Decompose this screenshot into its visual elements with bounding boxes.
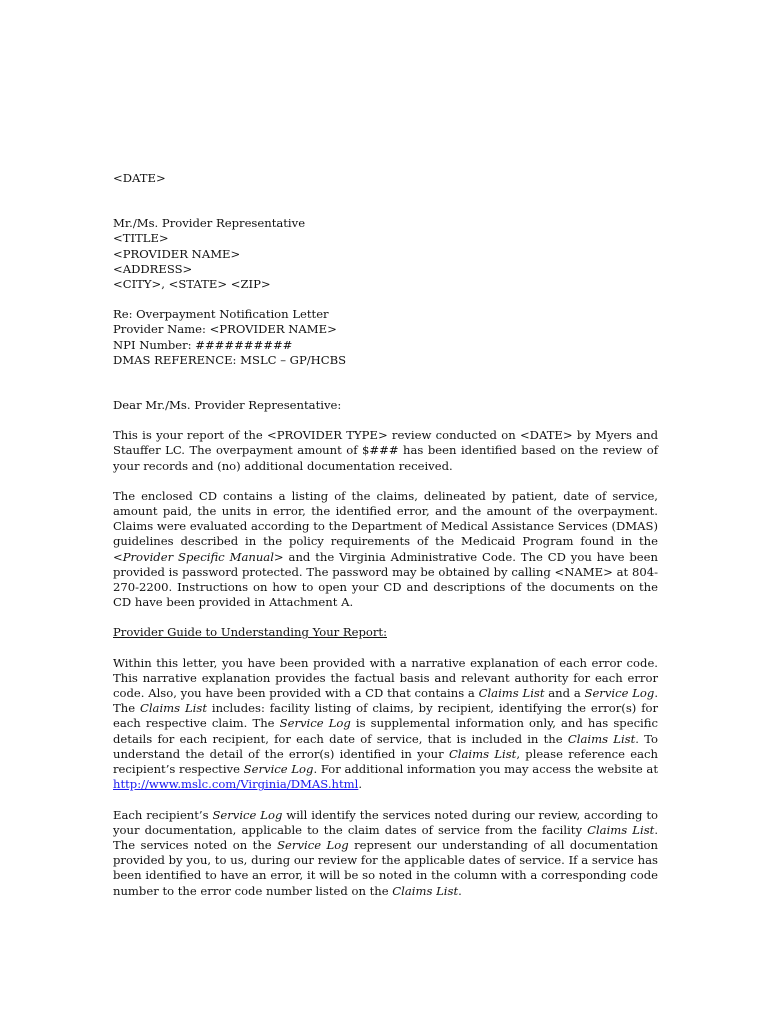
letter-date: <DATE> [113, 171, 166, 185]
addressee-block [113, 216, 658, 292]
spacer [113, 413, 658, 428]
salutation: Dear Mr./Ms. Provider Representative: [113, 398, 342, 413]
provider-manual-italic: Provider Specific Manual [122, 549, 274, 564]
text-run: . [358, 777, 363, 792]
service-log-italic: Service Log [279, 716, 351, 731]
npi-line: NPI Number: ########## [113, 337, 293, 352]
service-log-italic: Service Log [212, 807, 283, 822]
spacer [113, 186, 658, 216]
spacer [113, 474, 658, 489]
mslc-website-link[interactable]: http://www.mslc.com/Virginia/DMAS.html [113, 777, 359, 792]
spacer [113, 793, 658, 808]
text-run: Within this letter, you have been provided with a narrative explanation of each error code. This narrative explanation provides the factual basis and relevant authority for each error code. Also, you have been provided with a CD that contains a [113, 655, 658, 701]
paragraph-report-summary: This is your report of the <PROVIDER TYPE> review conducted on <DATE> by Myers and Stauffer LC. The overpayment amount of $### has been identified based on the review of your records and (no) additional documentation received. [113, 428, 658, 473]
service-log-italic: Service Log [243, 762, 314, 777]
reference-block [113, 307, 658, 368]
claims-list-italic: Claims List [567, 731, 636, 746]
paragraph-cd-contents [113, 489, 658, 611]
spacer [113, 641, 658, 656]
text-run: . The [113, 686, 659, 716]
claims-list-italic: Claims List [587, 822, 655, 837]
section-heading: Provider Guide to Understanding Your Report: [113, 625, 387, 640]
claims-list-italic: Claims List [392, 883, 459, 898]
claims-list-italic: Claims List [448, 746, 517, 761]
spacer [113, 368, 658, 398]
text-run: > and the Virginia Administrative Code. The CD you have been provided is password protected. The password may be obtained by calling <NAME> at 804-270-2200. Instructions on how to open your CD and descriptions of the documents on the CD have been provided in Attachment A. [113, 549, 658, 610]
re-line: Re: Overpayment Notification Letter [113, 307, 329, 322]
claims-list-italic: Claims List [478, 686, 545, 701]
text-run: includes: facility listing of claims, by recipient, identifying the error(s) for each respective claim. The [113, 701, 659, 731]
text-run: , please reference each recipient’s respective [113, 746, 658, 777]
addressee-address: <ADDRESS> [113, 261, 193, 276]
dmas-reference-line: DMAS REFERENCE: MSLC – GP/HCBS [113, 352, 347, 367]
addressee-city-state-zip: <CITY>, <STATE> <ZIP> [113, 277, 271, 292]
claims-list-italic: Claims List [139, 701, 207, 716]
letter-page [113, 171, 658, 899]
text-run: . [458, 883, 462, 898]
paragraph-service-log [113, 808, 658, 899]
text-run: . The services noted on the [113, 822, 658, 852]
spacer [113, 610, 658, 625]
paragraph-provider-guide [113, 656, 658, 793]
service-log-italic: Service Log [584, 686, 655, 701]
text-run: . For additional information you may access the website at [313, 762, 658, 777]
addressee-provider: <PROVIDER NAME> [113, 246, 241, 261]
text-run: will identify the services noted during our review, according to your documentation, applicable to the claim dates of service from the facility [113, 807, 658, 837]
text-run: and a [544, 686, 585, 701]
provider-name-line: Provider Name: <PROVIDER NAME> [113, 322, 337, 337]
text-run: is supplemental information only, and has specific details for each recipient, for each date of service, that is included in the [113, 716, 658, 746]
addressee-name: Mr./Ms. Provider Representative [113, 216, 306, 231]
text-run: Each recipient’s [113, 807, 213, 822]
spacer [113, 292, 658, 307]
service-log-italic: Service Log [277, 837, 349, 852]
text-run: . To understand the detail of the error(s) identified in your [113, 731, 659, 761]
text-run: represent our understanding of all documentation provided by you, to us, during our review for the applicable dates of service. If a service has been identified to have an error, it will be so noted in the column with a corresponding code number to the error code number listed on the [113, 837, 658, 898]
addressee-title: <TITLE> [113, 231, 169, 246]
text-run: The enclosed CD contains a listing of the claims, delineated by patient, date of service, amount paid, the units in error, the identified error, and the amount of the overpayment. Claims were evaluated according to the Department of Medical Assistance Services (DMAS) guidelines described in the policy requirements of the Medicaid Program found in the < [113, 488, 658, 564]
